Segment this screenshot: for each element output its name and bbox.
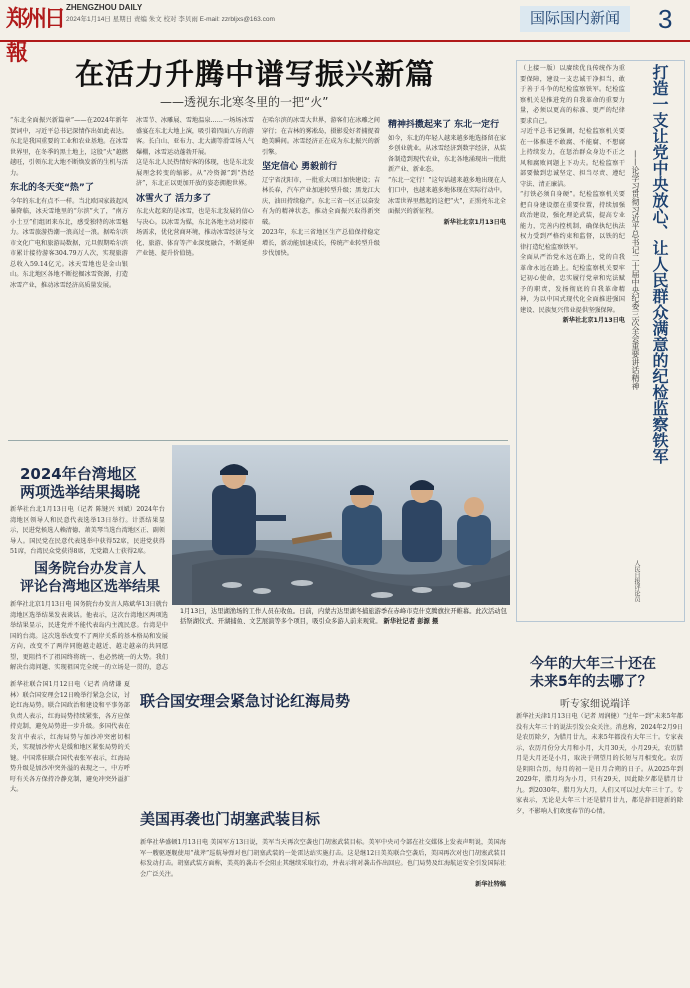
photo-credit: 新华社记者 彭源 摄 bbox=[383, 618, 439, 625]
commentary-paragraph: “打铁必须自身硬”。纪检监察机关要把自身建设摆在重要位置，持续加强政治建设，强化理论武装，提高专业能力，完善内控机制，确保执纪执法权力受到严格约束和监督，以铁的纪律打造纪检监察铁军。 bbox=[520, 191, 625, 251]
commentary-headline: 打造一支让党中央放心、让人民群众满意的纪检监察铁军 bbox=[650, 64, 669, 464]
lead-column-4 bbox=[388, 116, 506, 432]
section-title: 国际国内新闻 bbox=[520, 6, 630, 32]
lead-paragraph: 冰雪节、冰雕展、雪地温泉……一场场冰雪盛宴在东北大地上演，吸引着四面八方的游客。长白山、亚布力、北大湖等滑雪场人气爆棚，冰雪运动蓬勃开展。 bbox=[136, 117, 254, 156]
page-number: 3 bbox=[658, 4, 673, 34]
newspaper-name-en: ZHENGZHOU DAILY bbox=[66, 3, 143, 12]
taiwan-headline-line: 两项选举结果揭晓 bbox=[20, 483, 141, 501]
lead-paragraph: 今年的东北有点不一样。当北欧国家鼓起风暴降临，冰天雪地里的“尔滨”火了，“南方小土豆”们组团来东北，感受独特的冰雪魅力。冰雪旅游热潮一浪高过一浪。据哈尔滨市文化广电和旅游局数据，元旦假期哈尔滨市累计接待游客304.79万人次，实现旅游总收入59.14亿元。冰天雪地也是金山银山。东北地区各地不断挖掘冰雪资源，打造冰雪产业，推动冰雪经济高质量发展。 bbox=[10, 197, 128, 289]
lead-subhead-4: 精神抖擞起来了 东北一定行 bbox=[388, 120, 500, 130]
lead-column-3 bbox=[262, 116, 380, 412]
lead-paragraph: “东北一定行！”这句话越来越多地出现在人们口中，也越来越多地体现在实际行动中。冰雪世界里燃起的这把“火”，正照亮东北全面振兴的新征程。 bbox=[388, 176, 506, 215]
yemen-text: 新华社华盛顿1月13日电 美国军方13日说，美军当天再次空袭也门胡塞武装目标。美军中央司令部在社交媒体上发表声明说，美国海军一艘驱逐舰使用“战斧”巡航导弹对也门胡塞武装的一处雷达站实施打击。这是继12日美英联合空袭后，美国再次对也门胡塞武装目标发动打击。胡塞武装方面称，美英的袭击不会阻止其继续采取行动，并表示将对袭击作出回应。也门局势及红海航运安全引发国际社会广泛关注。 bbox=[140, 839, 506, 878]
commentary-subheadline: ——论学习贯彻习近平总书记二十届中央纪委三次全会重要讲话精神 bbox=[631, 150, 640, 390]
divider bbox=[8, 440, 508, 441]
lead-paragraph: 如今，东北的年轻人越来越多地选择留在家乡创业就业。从冰雪经济到数字经济，从装备制造到现代农业，东北各地涌现出一批批新产业、新业态。 bbox=[388, 134, 506, 173]
taiwan-headline bbox=[20, 465, 160, 501]
photo-caption bbox=[180, 607, 508, 627]
lead-paragraph: 在哈尔滨的冰雪大世界，游客们在冰雕之间穿行；在吉林的雾凇岛，摄影爱好者捕捉着绝美瞬间。冰雪经济正在成为东北振兴的新引擎。 bbox=[262, 117, 380, 156]
lead-intro: “东北全面振兴新篇章”——在2024年新年贺词中，习近平总书记深情作出如此表达。东北是我国重要的工业和农业基地。在冰雪世界里，在冬季的黑土地上，这股“火”越燃越旺，引领东北大地不断焕发新的生机与活力。 bbox=[10, 117, 128, 177]
newyear-body: 新华社天津1月13日电（记者 周润健）“过年一到”未来5年都没有大年三十的说法引发公众关注。消息称，2024年2月9日是农历除夕，为腊月廿九，未来5年都没有大年三十。专家表示，农历月份分大月和小月，大月30天，小月29天，农历腊月是大月还是小月，取决于朔望月的长短与月相变化。农历是阴阳合历，每月的初一是日月合朔的日子。从2025年到2029年，腊月均为小月，只有29天，因此除夕都是腊月廿九。到2030年，腊月为大月，人们又可以过大年三十了。专家表示，无论是大年三十还是腊月廿九，都是辞旧迎新的除夕，不影响人们欢度春节的心情。 bbox=[516, 713, 683, 815]
ice-fishing-photo bbox=[172, 445, 510, 605]
dateline: 2024年1月14日 星期日 责编 朱文 校对 李贝雨 E-mail: zzrbljxs@163.com bbox=[66, 16, 275, 23]
commentary-paragraph: （上接一版）以赓续优良传统作为重要保障，建设一支忠诚干净担当、敢于善于斗争的纪检监察铁军。纪检监察机关是推进党的自我革命的重要力量，必须以更高的标准、更严的纪律要求自己。 bbox=[520, 65, 625, 125]
yemen-headline: 美国再袭也门胡塞武装目标 bbox=[140, 810, 321, 828]
taiwan-body: 新华社台北1月13日电（记者 陈键兴 刘斌）2024年台湾地区领导人和民意代表选举13日举行。计票结果显示，民进党候选人赖清德、萧美琴当选台湾地区正、副领导人。国民党在民意代表选举中获得52席，民进党获得51席，台湾民众党获得8席，无党籍人士获得2席。 bbox=[10, 506, 165, 555]
newyear-headline-line: 未来5年的去哪了？ bbox=[530, 674, 652, 690]
tao-body: 新华社北京1月13日电 国务院台办发言人陈斌华13日就台湾地区选举结果发表谈话。他表示，这次台湾地区两项选举结果显示，民进党并不能代表岛内主流民意。台湾是中国的台湾。这次选举改变不了两岸关系的基本格局和发展方向，改变不了两岸同胞越走越近、越走越亲的共同愿望，更阻挡不了祖国终将统一、也必然统一的大势。我们解决台湾问题、实现祖国完全统一的立场是一贯的，意志 bbox=[10, 601, 168, 671]
photo-caption-text: 1月13日，达里湖渔场的工作人员在收鱼。日前，内蒙古达里湖冬捕旅游季在赤峰市克什克腾旗拉开帷幕。此次活动包括祭湖仪式、开湖捕鱼、文艺展演等多个项目，吸引众多游人前来观赏。 bbox=[180, 608, 507, 625]
commentary-author: 人民日报评论员 bbox=[633, 560, 640, 602]
yemen-body bbox=[140, 838, 506, 978]
lead-subhead-2: 冰雪火了 活力多了 bbox=[136, 193, 212, 204]
newyear-headline-line: 今年的大年三十还在 bbox=[530, 656, 656, 672]
lead-paragraph: 这是东北人民热情好客的体现，也是东北发展理念转变的缩影。从“冷资源”到“热经济”，东北正以更加开放的姿态拥抱世界。 bbox=[136, 159, 254, 187]
tao-headline-line: 评论台湾地区选举结果 bbox=[20, 579, 160, 595]
commentary-paragraph: 习近平总书记强调，纪检监察机关要在一体推进不敢腐、不能腐、不想腐上持续发力，在惩治群众身边不正之风和腐败问题上下功夫。纪检监察干部要做到忠诚坚定、担当尽责、遵纪守法、清正廉洁。 bbox=[520, 128, 625, 188]
lead-column-1 bbox=[10, 116, 128, 412]
lead-column-2 bbox=[136, 116, 254, 412]
tao-headline-line: 国务院台办发言人 bbox=[34, 561, 146, 577]
newspaper-logo: 郑州日報 bbox=[6, 6, 64, 66]
lead-credit: 新华社北京1月13日电 bbox=[443, 218, 506, 226]
lead-paragraph: 2023年，东北三省地区生产总值保持稳定增长，新动能加速成长，传统产业转型升级步伐加快。 bbox=[262, 229, 380, 257]
newyear-headline bbox=[530, 655, 680, 691]
taiwan-headline-line: 2024年台湾地区 bbox=[20, 465, 137, 483]
lead-paragraph: 东北火起来的是冰雪，也是东北发展的信心与决心。以冰雪为媒，东北各地主动对接市场需求，优化营商环境，推动冰雪经济与文化、旅游、体育等产业深度融合，不断延伸产业链、提升价值链。 bbox=[136, 208, 254, 257]
yemen-credit: 新华社特稿 bbox=[475, 881, 506, 888]
lead-subhead-1: 东北的冬天变“热”了 bbox=[10, 183, 94, 193]
tao-headline bbox=[10, 560, 170, 596]
un-headline: 联合国安理会紧急讨论红海局势 bbox=[140, 692, 351, 710]
un-body: 新华社联合国1月12日电（记者 尚绪谦 夏林）联合国安理会12日晚举行紧急会议，讨论红海局势。联合国政治和建设和平事务部负责人表示，红海局势持续紧张，各方应保持克制，避免局势进一步升级。多国代表在发言中表示，红海局势与加沙冲突密切相关，实现加沙停火是缓和地区紧张局势的关键。中国常驻联合国代表张军表示，红海局势升级是加沙冲突外溢的表现之一，中方呼吁有关各方保持冷静克制，避免冲突外溢扩大。 bbox=[10, 681, 130, 793]
lead-paragraph: 辽宁省沈阳市，一批重大项目加快建设；吉林长春，汽车产业加速转型升级；黑龙江大庆，油田持续稳产。东北三省一区正以奋发有为的精神状态，推动全面振兴取得新突破。 bbox=[262, 176, 380, 226]
newyear-subheadline: 听专家细说端详 bbox=[560, 699, 630, 710]
lead-subhead-3: 坚定信心 勇毅前行 bbox=[262, 162, 338, 172]
commentary-credit: 新华社北京1月13日电 bbox=[562, 317, 625, 324]
commentary-paragraph: 全面从严治党永远在路上，党的自我革命永远在路上。纪检监察机关要牢记初心使命，忠实履行党章和宪法赋予的职责，发扬彻底的自我革命精神，为以中国式现代化全面推进强国建设、民族复兴伟业提供坚强保障。 bbox=[520, 254, 625, 314]
lead-headline: 在活力升腾中谱写振兴新篇 bbox=[74, 57, 435, 91]
photo-illustration bbox=[172, 445, 510, 605]
lead-subheadline: ——透视东北寒冬里的一把“火” bbox=[160, 95, 329, 109]
commentary-body bbox=[520, 64, 625, 604]
masthead bbox=[0, 0, 690, 66]
